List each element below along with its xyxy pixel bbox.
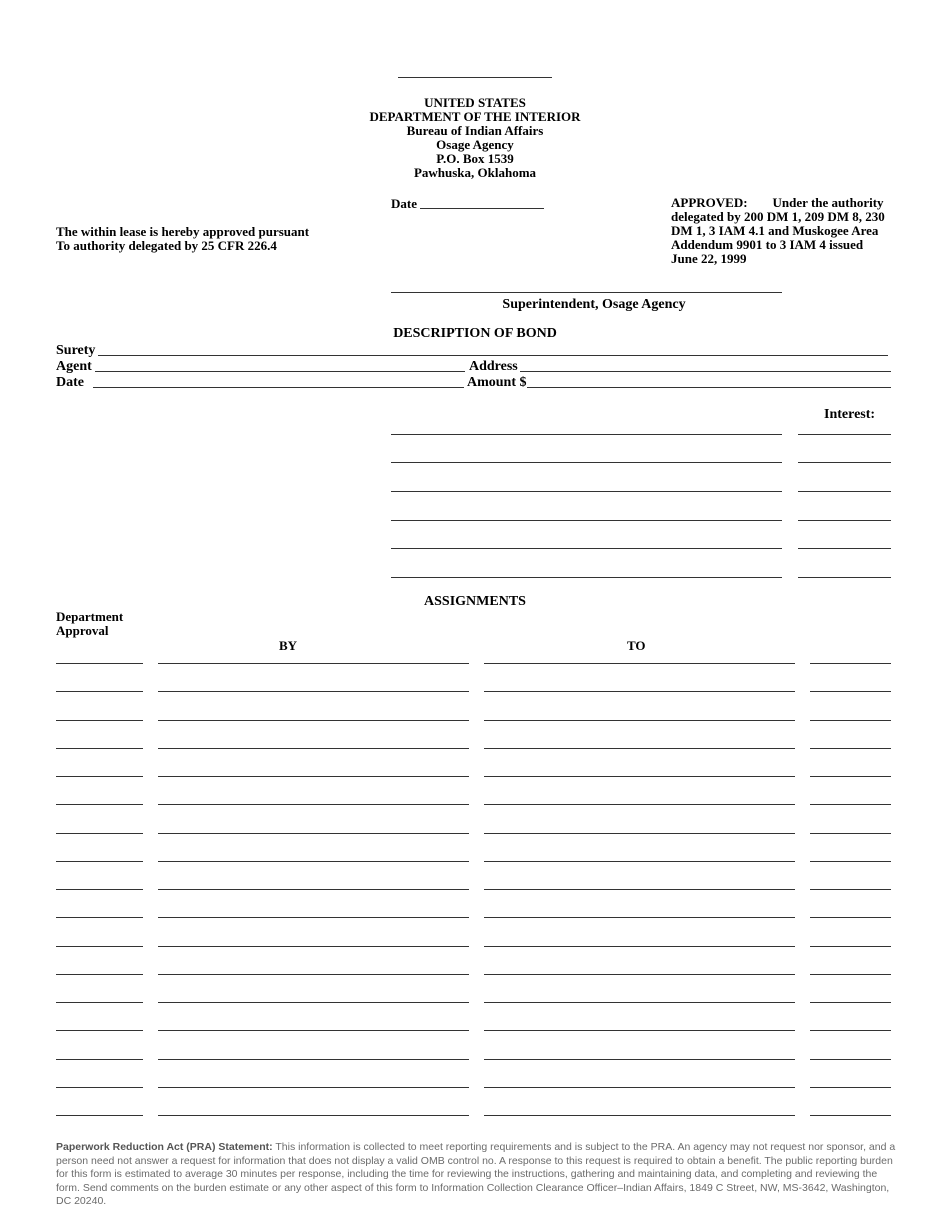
dept-approval-line[interactable]	[56, 974, 143, 975]
by-line[interactable]	[158, 917, 469, 918]
dept-approval-line[interactable]	[56, 1059, 143, 1060]
by-line[interactable]	[158, 720, 469, 721]
header-top-line	[398, 77, 552, 78]
extra-line[interactable]	[810, 1087, 891, 1088]
bond-line-3[interactable]	[391, 491, 782, 492]
agent-label: Agent	[56, 359, 92, 374]
extra-line[interactable]	[810, 833, 891, 834]
to-line[interactable]	[484, 1059, 795, 1060]
approval-label: Approval	[56, 623, 109, 638]
interest-line-1[interactable]	[798, 434, 891, 435]
header-line-2: DEPARTMENT OF THE INTERIOR	[369, 109, 581, 124]
superintendent-label: Superintendent, Osage Agency	[502, 297, 686, 312]
to-line[interactable]	[484, 720, 795, 721]
by-line[interactable]	[158, 1115, 469, 1116]
to-line[interactable]	[484, 663, 795, 664]
dept-approval-line[interactable]	[56, 1002, 143, 1003]
interest-line-2[interactable]	[798, 462, 891, 463]
dept-approval-line[interactable]	[56, 663, 143, 664]
agent-field[interactable]	[95, 371, 465, 372]
amount-field[interactable]	[527, 387, 891, 388]
bond-line-6[interactable]	[391, 577, 782, 578]
to-line[interactable]	[484, 776, 795, 777]
dept-approval-line[interactable]	[56, 917, 143, 918]
by-line[interactable]	[158, 946, 469, 947]
lease-approval-line-1: The within lease is hereby approved pursuant	[56, 224, 310, 239]
dept-approval-line[interactable]	[56, 946, 143, 947]
bond-line-2[interactable]	[391, 462, 782, 463]
superintendent-signature-line[interactable]	[391, 292, 782, 293]
dept-approval-line[interactable]	[56, 861, 143, 862]
by-line[interactable]	[158, 1030, 469, 1031]
by-line[interactable]	[158, 833, 469, 834]
extra-line[interactable]	[810, 1059, 891, 1060]
by-line[interactable]	[158, 974, 469, 975]
approval-date-label: Date	[391, 196, 417, 211]
department-label: Department	[56, 609, 124, 624]
address-label: Address	[469, 359, 518, 374]
approved-line-3: DM 1, 3 IAM 4.1 and Muskogee Area	[671, 223, 879, 238]
extra-line[interactable]	[810, 946, 891, 947]
dept-approval-line[interactable]	[56, 776, 143, 777]
amount-label: Amount $	[467, 375, 527, 390]
pra-title: Paperwork Reduction Act (PRA) Statement:	[56, 1141, 273, 1153]
to-line[interactable]	[484, 1115, 795, 1116]
to-line[interactable]	[484, 946, 795, 947]
extra-line[interactable]	[810, 720, 891, 721]
to-line[interactable]	[484, 833, 795, 834]
extra-line[interactable]	[810, 1030, 891, 1031]
to-line[interactable]	[484, 974, 795, 975]
interest-line-3[interactable]	[798, 491, 891, 492]
bond-line-4[interactable]	[391, 520, 782, 521]
lease-approval-text	[56, 225, 376, 253]
to-line[interactable]	[484, 1030, 795, 1031]
bond-line-1[interactable]	[391, 434, 782, 435]
to-line[interactable]	[484, 861, 795, 862]
extra-line[interactable]	[810, 691, 891, 692]
surety-label: Surety	[56, 343, 96, 358]
dept-approval-line[interactable]	[56, 720, 143, 721]
interest-line-4[interactable]	[798, 520, 891, 521]
by-line[interactable]	[158, 804, 469, 805]
by-line[interactable]	[158, 776, 469, 777]
pra-statement	[56, 1141, 896, 1209]
to-line[interactable]	[484, 691, 795, 692]
dept-approval-line[interactable]	[56, 804, 143, 805]
header-line-3: Bureau of Indian Affairs	[406, 123, 544, 138]
surety-field[interactable]	[98, 355, 888, 356]
agency-header	[325, 96, 625, 180]
dept-approval-line[interactable]	[56, 1087, 143, 1088]
approved-authority-first: Under the authority	[772, 195, 884, 210]
header-line-5: P.O. Box 1539	[436, 151, 514, 166]
extra-line[interactable]	[810, 861, 891, 862]
bond-title: DESCRIPTION OF BOND	[393, 326, 557, 341]
department-approval-label	[56, 610, 123, 638]
extra-line[interactable]	[810, 1115, 891, 1116]
by-line[interactable]	[158, 1059, 469, 1060]
dept-approval-line[interactable]	[56, 833, 143, 834]
extra-line[interactable]	[810, 889, 891, 890]
address-field[interactable]	[520, 371, 891, 372]
to-line[interactable]	[484, 1087, 795, 1088]
pra-text: This information is collected to meet reporting requirements and is subject to the PRA. An agency may not request nor sponsor, and a person need not answer a request for information that does not display a valid OMB control no. A response to this request is required to obtain a benefit. The public reporting burden for this form is estimated to average 30 minutes per response, including the time for reviewing the instructions, gathering and maintaining data, and completing and reviewing the form. Send comments on the burden estimate or any other aspect of this form to Information Collection Clearance Officer–Indian Affairs, 1849 C Street, NW, MS-3642, Washington, DC 20240.	[56, 1141, 896, 1207]
by-line[interactable]	[158, 748, 469, 749]
to-column-header: TO	[627, 638, 646, 653]
extra-line[interactable]	[810, 974, 891, 975]
interest-line-5[interactable]	[798, 548, 891, 549]
dept-approval-line[interactable]	[56, 889, 143, 890]
by-column-header: BY	[279, 638, 298, 653]
by-line[interactable]	[158, 1087, 469, 1088]
to-line[interactable]	[484, 804, 795, 805]
dept-approval-line[interactable]	[56, 1115, 143, 1116]
dept-approval-line[interactable]	[56, 691, 143, 692]
by-line[interactable]	[158, 691, 469, 692]
extra-line[interactable]	[810, 917, 891, 918]
interest-line-6[interactable]	[798, 577, 891, 578]
approved-line-1	[671, 196, 901, 210]
interest-label: Interest:	[824, 407, 876, 422]
bond-date-label: Date	[56, 375, 84, 390]
bond-date-field[interactable]	[93, 387, 464, 388]
approved-label: APPROVED:	[671, 195, 748, 210]
header-line-4: Osage Agency	[436, 137, 514, 152]
by-line[interactable]	[158, 889, 469, 890]
bond-line-5[interactable]	[391, 548, 782, 549]
extra-line[interactable]	[810, 663, 891, 664]
dept-approval-line[interactable]	[56, 1030, 143, 1031]
dept-approval-line[interactable]	[56, 748, 143, 749]
to-line[interactable]	[484, 917, 795, 918]
to-line[interactable]	[484, 1002, 795, 1003]
header-line-1: UNITED STATES	[424, 95, 526, 110]
to-line[interactable]	[484, 889, 795, 890]
by-line[interactable]	[158, 1002, 469, 1003]
extra-line[interactable]	[810, 1002, 891, 1003]
assignments-title: ASSIGNMENTS	[424, 594, 526, 609]
by-line[interactable]	[158, 663, 469, 664]
extra-line[interactable]	[810, 776, 891, 777]
approved-authority-text	[671, 196, 901, 266]
by-line[interactable]	[158, 861, 469, 862]
approved-line-5: June 22, 1999	[671, 251, 747, 266]
extra-line[interactable]	[810, 748, 891, 749]
approved-line-4: Addendum 9901 to 3 IAM 4 issued	[671, 237, 864, 252]
approved-line-2: delegated by 200 DM 1, 209 DM 8, 230	[671, 209, 885, 224]
approval-date-field[interactable]	[420, 208, 544, 209]
extra-line[interactable]	[810, 804, 891, 805]
header-line-6: Pawhuska, Oklahoma	[413, 165, 537, 180]
lease-approval-line-2: To authority delegated by 25 CFR 226.4	[56, 238, 277, 253]
to-line[interactable]	[484, 748, 795, 749]
